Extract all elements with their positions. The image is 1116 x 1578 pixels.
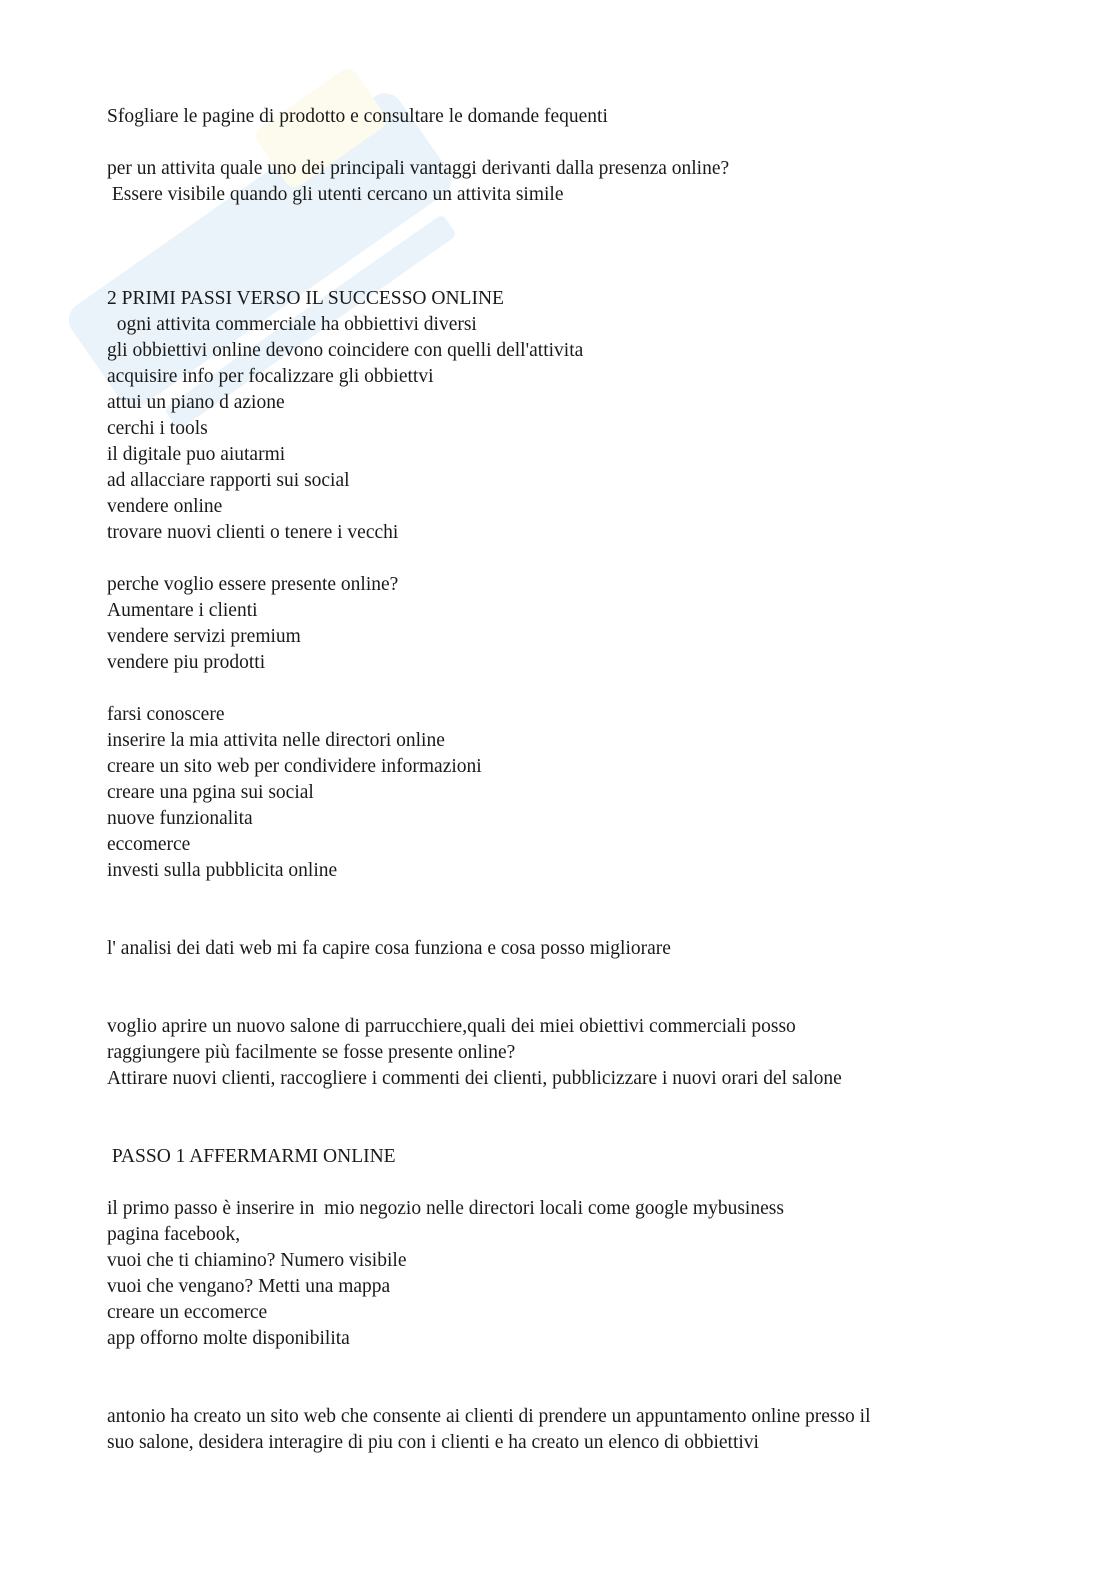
farsi-conoscere-line: creare una pgina sui social xyxy=(107,782,314,803)
farsi-conoscere-line: nuove funzionalita xyxy=(107,808,253,829)
farsi-conoscere-line: inserire la mia attivita nelle directori online xyxy=(107,730,445,751)
why-online-line: Aumentare i clienti xyxy=(107,600,258,621)
passo1-line: pagina facebook, xyxy=(107,1224,241,1245)
intro-question: per un attivita quale uno dei principali vantaggi derivanti dalla presenza online? xyxy=(107,158,730,179)
analisi-line: l' analisi dei dati web mi fa capire cosa funziona e cosa posso migliorare xyxy=(107,938,671,959)
section2-line: ogni attivita commerciale ha obbiettivi diversi xyxy=(107,314,477,335)
salone-line: raggiungere più facilmente se fosse presente online? xyxy=(107,1042,516,1063)
passo1-line: creare un eccomerce xyxy=(107,1302,268,1323)
why-online-line: vendere piu prodotti xyxy=(107,652,266,673)
intro-line: Sfogliare le pagine di prodotto e consultare le domande fequenti xyxy=(107,106,608,127)
passo1-line: il primo passo è inserire in mio negozio nelle directori locali come google mybusiness xyxy=(107,1198,784,1219)
section2-heading: 2 PRIMI PASSI VERSO IL SUCCESSO ONLINE xyxy=(107,288,504,309)
section2-line: acquisire info per focalizzare gli obbiettvi xyxy=(107,366,434,387)
salone-line: Attirare nuovi clienti, raccogliere i commenti dei clienti, pubblicizzare i nuovi orari del salone xyxy=(107,1068,842,1089)
antonio-line: antonio ha creato un sito web che consente ai clienti di prendere un appuntamento online presso il xyxy=(107,1406,871,1427)
why-online-line: perche voglio essere presente online? xyxy=(107,574,399,595)
section2-line: ad allacciare rapporti sui social xyxy=(107,470,350,491)
salone-line: voglio aprire un nuovo salone di parrucchiere,quali dei miei obiettivi commerciali posso xyxy=(107,1016,796,1037)
section2-line: attui un piano d azione xyxy=(107,392,285,413)
section2-line: gli obbiettivi online devono coincidere con quelli dell'attivita xyxy=(107,340,584,361)
passo1-line: vuoi che vengano? Metti una mappa xyxy=(107,1276,391,1297)
section2-line: vendere online xyxy=(107,496,223,517)
farsi-conoscere-line: investi sulla pubblicita online xyxy=(107,860,338,881)
intro-answer: Essere visibile quando gli utenti cercano un attivita simile xyxy=(107,184,564,205)
farsi-conoscere-line: farsi conoscere xyxy=(107,704,225,725)
document-body xyxy=(107,104,1027,1456)
passo1-heading: PASSO 1 AFFERMARMI ONLINE xyxy=(107,1146,396,1167)
farsi-conoscere-line: eccomerce xyxy=(107,834,191,855)
section2-line: il digitale puo aiutarmi xyxy=(107,444,286,465)
farsi-conoscere-line: creare un sito web per condividere informazioni xyxy=(107,756,482,777)
why-online-line: vendere servizi premium xyxy=(107,626,301,647)
section2-line: cerchi i tools xyxy=(107,418,208,439)
antonio-line: suo salone, desidera interagire di piu con i clienti e ha creato un elenco di obbiettivi xyxy=(107,1432,759,1453)
section2-line: trovare nuovi clienti o tenere i vecchi xyxy=(107,522,399,543)
passo1-line: app offorno molte disponibilita xyxy=(107,1328,350,1349)
passo1-line: vuoi che ti chiamino? Numero visibile xyxy=(107,1250,407,1271)
